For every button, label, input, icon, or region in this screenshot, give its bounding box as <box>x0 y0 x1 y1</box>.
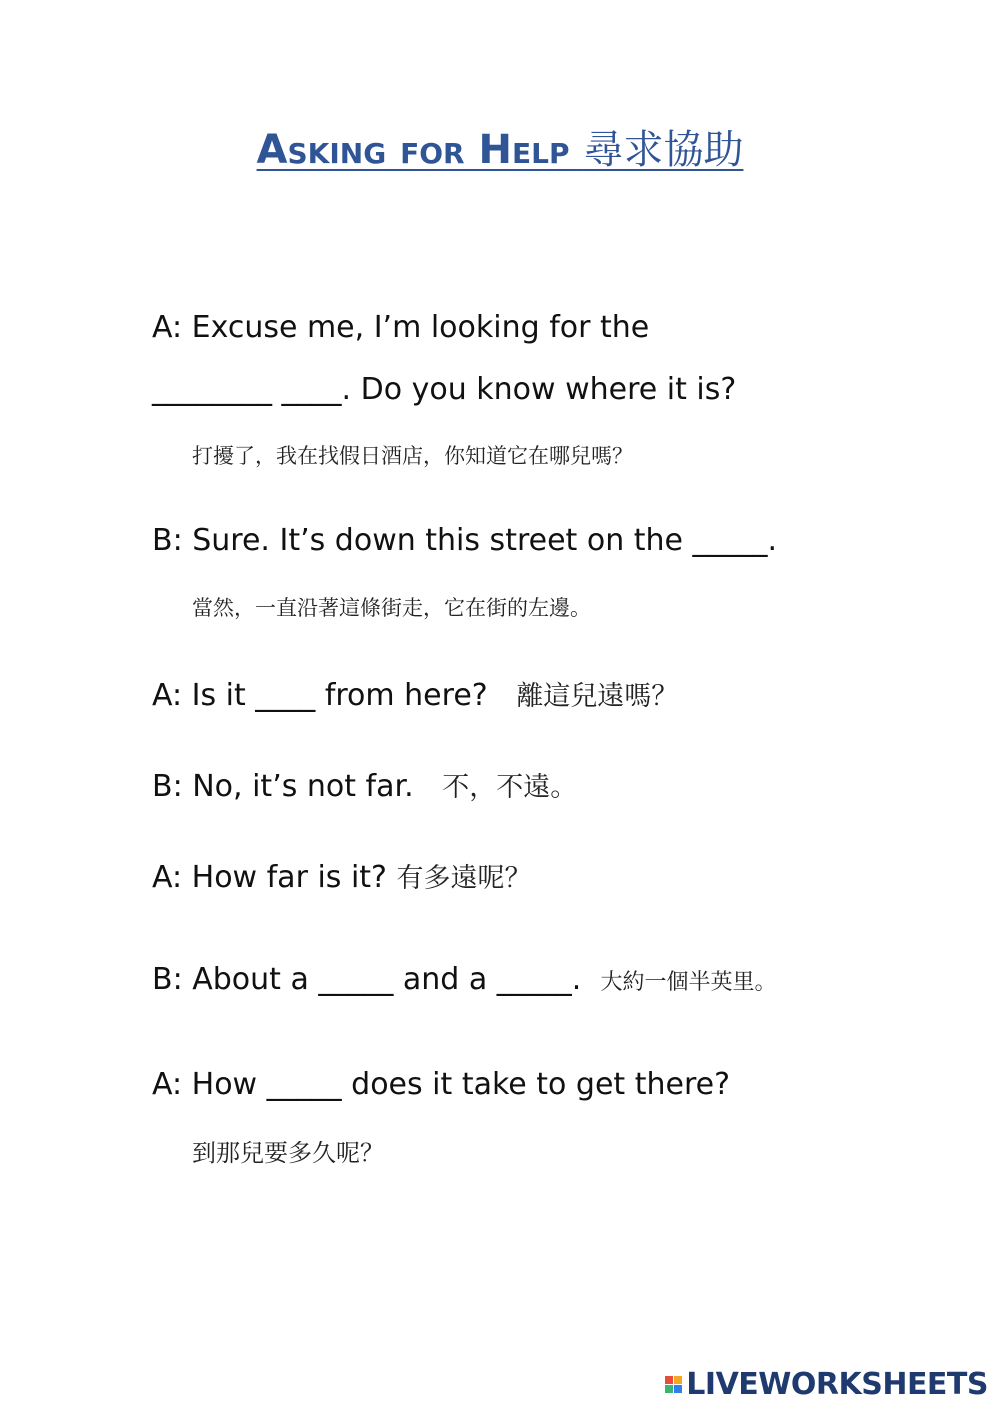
translation-1: 打擾了，我在找假日酒店，你知道它在哪兒嗎？ <box>192 444 633 468</box>
logo-mark-icon <box>665 1376 682 1393</box>
liveworksheets-logo <box>665 1367 988 1402</box>
translation-3: 到那兒要多久呢？ <box>192 1139 384 1167</box>
translation-2: 當然，一直沿著這條街走，它在街的左邊。 <box>192 596 591 620</box>
inline-translation: 有多遠呢？ <box>396 863 532 894</box>
dialogue-text: B: No, it’s not far. <box>152 769 414 804</box>
dialogue-line-3: B: Sure. It’s down this street on the _____. <box>152 523 778 558</box>
dialogue-line-4 <box>152 674 678 713</box>
logo-square <box>674 1376 682 1384</box>
inline-translation: 大約一個半英里。 <box>600 970 777 995</box>
title-english: Asking for Help <box>256 127 570 173</box>
dialogue-line-5 <box>152 765 577 804</box>
inline-translation: 離這兒遠嗎？ <box>516 681 679 712</box>
dialogue-line-6 <box>152 856 532 895</box>
logo-text: LIVEWORKSHEETS <box>686 1367 988 1402</box>
logo-square <box>665 1376 673 1384</box>
dialogue-text: A: How far is it? <box>152 860 387 895</box>
dialogue-text: A: Is it ____ from here? <box>152 678 488 713</box>
logo-square <box>665 1385 673 1393</box>
dialogue-line-7 <box>152 962 776 997</box>
page-title <box>0 118 1000 175</box>
dialogue-line-8: A: How _____ does it take to get there? <box>152 1067 730 1102</box>
logo-square <box>674 1385 682 1393</box>
dialogue-line-1: A: Excuse me, I’m looking for the <box>152 310 650 345</box>
dialogue-text: B: About a _____ and a _____. <box>152 962 582 997</box>
title-chinese: 尋求協助 <box>583 127 744 173</box>
dialogue-line-2: ________ ____. Do you know where it is? <box>152 372 737 407</box>
inline-translation: 不，不遠。 <box>442 772 578 803</box>
